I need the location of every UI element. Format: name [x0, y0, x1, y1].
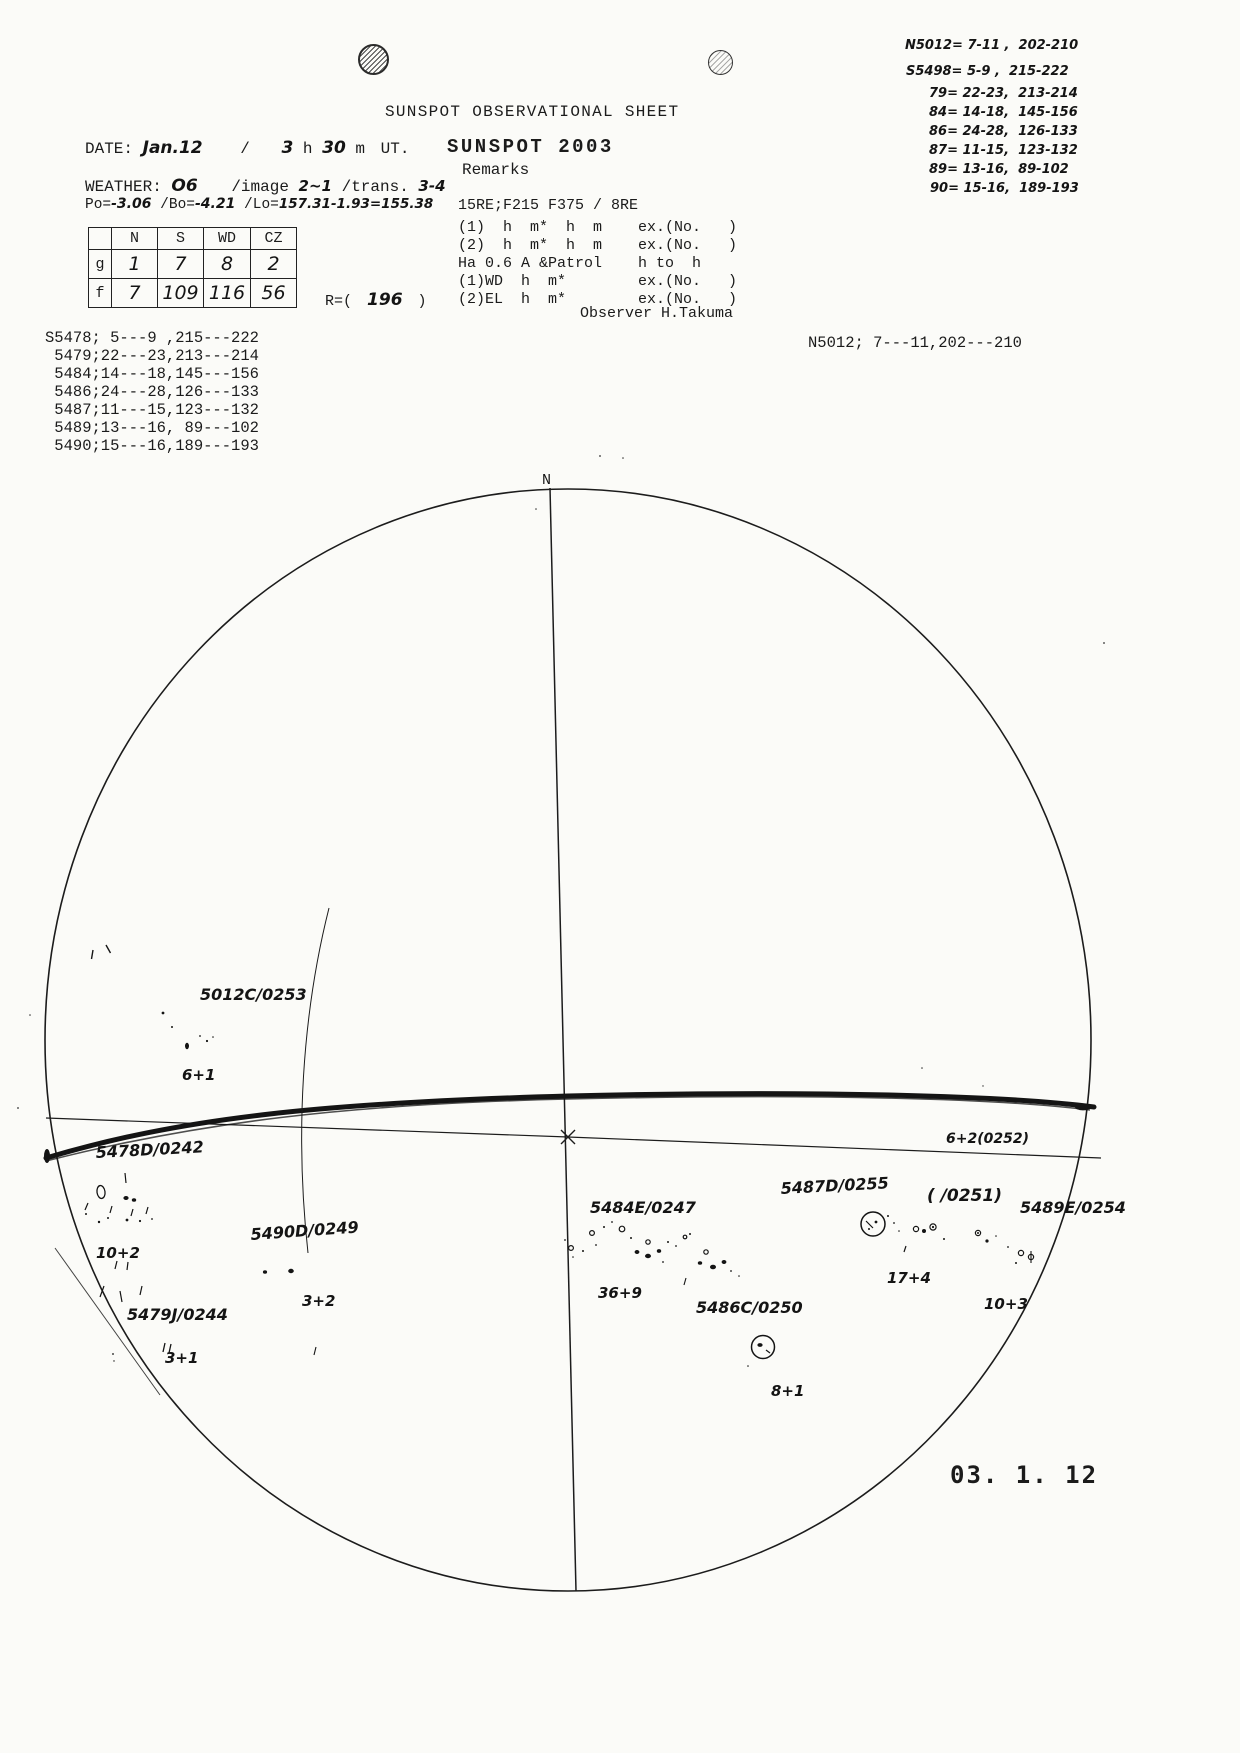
minute-unit: m: [355, 140, 366, 158]
g-n-value: 1: [112, 250, 158, 279]
meridian-arc-left: [302, 908, 329, 1253]
group-5478D-spots: [85, 1173, 153, 1302]
trans-value: 3-4: [418, 177, 446, 195]
handwritten-note-line: 84= 14-18, 145-156: [929, 105, 1078, 120]
handwritten-note-line: 90= 15-16, 189-193: [930, 181, 1079, 196]
bo-label: /Bo=: [160, 197, 195, 213]
group-5490D-count: 3+2: [302, 1292, 336, 1310]
sunspot-group-5479J: [112, 1305, 228, 1367]
group-5486C-count: 8+1: [771, 1382, 805, 1400]
group-5484E-label: 5484E/0247: [590, 1198, 696, 1217]
sunspot-group-5478D: [85, 1137, 204, 1302]
series-title: SUNSPOT 2003: [447, 136, 614, 158]
r-suffix: ): [417, 293, 427, 310]
date-label: DATE:: [85, 140, 134, 158]
g-cz-value: 2: [251, 250, 297, 279]
col-header-n: N: [112, 228, 158, 250]
time-minute: 30: [322, 138, 346, 158]
remarks-line: Ha 0.6 A &Patrol h to h: [458, 255, 702, 272]
r-value: 196: [367, 290, 403, 310]
south-group-line: 5490;15---16,189---193: [45, 437, 259, 455]
remarks-line: (2)EL h m* ex.(No. ): [458, 291, 738, 308]
date-value: Jan.12: [142, 138, 203, 158]
trans-label: /trans.: [341, 178, 409, 196]
col-header-s: S: [158, 228, 204, 250]
group-5486C-label: 5486C/0250: [696, 1298, 803, 1317]
r-prefix: R=(: [325, 293, 353, 310]
group-5479J-label: 5479J/0244: [127, 1305, 228, 1324]
sunspot-group-5486C: [696, 1298, 804, 1400]
group-5479J-count: 3+1: [165, 1349, 199, 1367]
sunspot-group-5489E: [975, 1198, 1125, 1313]
handwritten-note-line: 79= 22-23, 213-214: [929, 86, 1078, 101]
f-s-value: 109: [158, 279, 204, 308]
group-5490D-spots: [263, 1269, 294, 1274]
group-5012C-spots: [162, 1012, 214, 1050]
rim-marks: [92, 945, 111, 959]
lo-value: 157.31-1.93=155.38: [278, 196, 434, 212]
g-s-value: 7: [158, 250, 204, 279]
po-label: Po=: [85, 197, 112, 213]
north-label: N: [542, 472, 552, 489]
page-title: SUNSPOT OBSERVATIONAL SHEET: [385, 103, 680, 121]
group-5012C-count: 6+1: [182, 1066, 216, 1084]
f-cz-value: 56: [251, 279, 297, 308]
handwritten-note-line: 87= 11-15, 123-132: [929, 143, 1078, 158]
group-5490D-label: 5490D/0249: [249, 1217, 360, 1244]
col-header-wd: WD: [204, 228, 251, 250]
group-5486C-spots: [747, 1336, 774, 1367]
sunspot-group-5484E: [564, 1198, 740, 1302]
remarks-label: Remarks: [462, 161, 530, 179]
group-5487D-count: 17+4: [887, 1269, 931, 1287]
remarks-line: (2) h m* h m ex.(No. ): [458, 237, 738, 254]
group-5012C-label: 5012C/0253: [200, 985, 307, 1004]
image-value: 2~1: [298, 177, 332, 195]
handwritten-note-line: N5012= 7-11 , 202-210: [905, 38, 1079, 53]
remarks-line: 15RE;F215 F375 / 8RE: [458, 197, 639, 214]
f-wd-value: 116: [204, 279, 251, 308]
group-5487D-spots: [861, 1212, 945, 1252]
equator-crossing-note: 6+2(0252): [946, 1131, 1029, 1147]
image-label: /image: [231, 178, 289, 196]
south-group-line: 5479;22---23,213---214: [45, 347, 259, 365]
row-label-g: g: [89, 250, 112, 279]
g-wd-value: 8: [204, 250, 251, 279]
group-5489E-count: 10+3: [984, 1295, 1028, 1313]
po-value: -3.06: [111, 196, 152, 212]
f-n-value: 7: [112, 279, 158, 308]
group-5489E-spots: [975, 1230, 1033, 1264]
row-label-f: f: [89, 279, 112, 308]
south-group-line: 5489;13---16, 89---102: [45, 419, 259, 437]
group-5478D-count: 10+2: [96, 1244, 140, 1262]
sunspot-group-5490D: [250, 1217, 359, 1355]
remarks-line: (1)WD h m* ex.(No. ): [458, 273, 738, 290]
south-group-line: 5484;14---18,145---156: [45, 365, 259, 383]
group-5487D-label: 5487D/0255: [780, 1173, 890, 1198]
weather-label: WEATHER:: [85, 178, 162, 196]
col-header-cz: CZ: [251, 228, 297, 250]
time-hour: 3: [281, 138, 294, 158]
solar-disk-limb: [45, 489, 1091, 1591]
south-group-line: 5487;11---15,123---132: [45, 401, 259, 419]
handwritten-note-line: 89= 13-16, 89-102: [929, 162, 1069, 177]
group-5489E-label: 5489E/0254: [1020, 1198, 1126, 1217]
observer-line: Observer H.Takuma: [580, 305, 734, 322]
south-group-line: S5478; 5---9 ,215---222: [45, 329, 259, 347]
sunspot-group-5487D: [780, 1173, 945, 1287]
time-zone: UT.: [380, 140, 410, 158]
lo-label: /Lo=: [244, 197, 279, 213]
date-separator: /: [240, 140, 250, 158]
north-group-typed-line: N5012; 7---11,202---210: [808, 334, 1022, 352]
group-5490D-tick: [314, 1347, 316, 1355]
handwritten-note-line: 86= 24-28, 126-133: [929, 124, 1078, 139]
hour-unit: h: [302, 140, 313, 158]
remarks-line: (1) h m* h m ex.(No. ): [458, 219, 738, 236]
sunspot-group-5012C: [162, 985, 307, 1084]
central-meridian-line: [550, 488, 576, 1591]
south-group-line: 5486;24---28,126---133: [45, 383, 259, 401]
group-5484E-count: 36+9: [598, 1284, 642, 1302]
scan-speckles: [17, 455, 1105, 1109]
unnumbered-group-note: ( /0251): [927, 1186, 1002, 1206]
bo-value: -4.21: [194, 196, 236, 212]
group-5478D-label: 5478D/0242: [95, 1137, 205, 1162]
date-stamp: 03. 1. 12: [950, 1461, 1099, 1489]
group-5484E-spots: [564, 1221, 740, 1285]
weather-value: O6: [171, 176, 198, 196]
handwritten-note-line: S5498= 5-9 , 215-222: [906, 64, 1069, 79]
